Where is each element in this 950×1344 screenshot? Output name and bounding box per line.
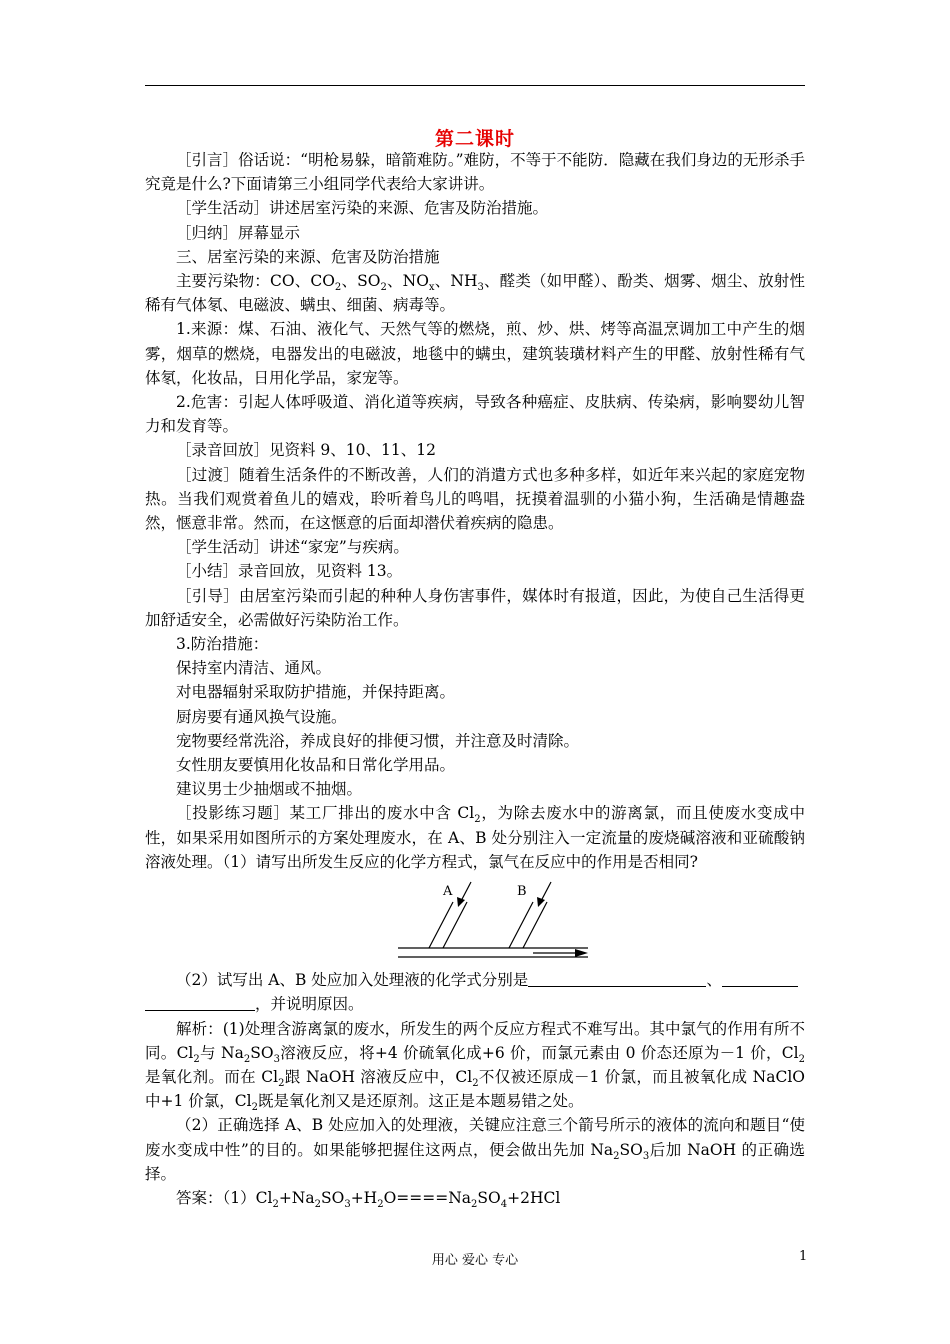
answer-blank-b[interactable] <box>722 971 798 987</box>
paragraph-intro: ［引言］俗话说：“明枪易躲，暗箭难防。”难防，不等于不能防．隐藏在我们身边的无形杀手究竟是什么?下面请第三小组同学代表给大家讲讲。 <box>145 151 805 194</box>
footer-slogan: 用心 爱心 专心 <box>431 1253 519 1268</box>
flow-arrow-head <box>575 949 588 957</box>
paragraph-sources: 1.来源：煤、石油、液化气、天然气等的燃烧，煎、炒、烘、烤等高温烹调加工中产生的烟雾，烟草的燃烧，电器发出的电磁波，地毯中的螨虫，建筑装璜材料产生的甲醛、放射性稀有气体氡，化妆品，日用化学品，家宠等。 <box>145 320 805 387</box>
inlet-a-right-wall <box>443 902 467 948</box>
inlet-a-left-wall <box>429 902 453 948</box>
list-item: 厨房要有通风换气设施。 <box>176 707 347 726</box>
list-item: 对电器辐射采取防护措施，并保持距离。 <box>176 683 456 702</box>
paragraph-exercise: ［投影练习题］某工厂排出的废水中含 $Cl_2$，为除去废水中的游离氯，而且使废水变成中性，如果采用如图所示的方案处理废水，在 A、B 处分别注入一定流量的废烧碱溶液和亚硫酸钠溶液处理。（1）请写出所发生反应的化学方程式，氯气在反应中的作用是否相同? <box>145 804 805 871</box>
inlet-b-left-wall <box>509 902 533 948</box>
wastewater-diagram <box>145 874 805 968</box>
paragraph-question-2: （2）试写出 A、B 处应加入处理液的化学式分别是 、 ，并说明原因。 <box>145 968 805 1016</box>
list-item: 保持室内清洁、通风。 <box>176 659 332 678</box>
page-title: 第二课时 <box>434 128 515 150</box>
inlet-b-right-wall <box>523 902 547 948</box>
paragraph-student-activity: ［学生活动］讲述居室污染的来源、危害及防治措施。 <box>176 199 549 218</box>
label-a: A <box>443 884 453 900</box>
page-number: 1 <box>799 1249 808 1264</box>
paragraph-student-activity-pets: ［学生活动］讲述“家宠”与疾病。 <box>176 538 409 557</box>
paragraph-guidance: ［引导］由居室污染而引起的种种人身伤害事件，媒体时有报道，因此，为使自己生活得更加舒适安全，必需做好污染防治工作。 <box>145 586 805 629</box>
header-rule <box>145 85 805 86</box>
section-heading: 三、居室污染的来源、危害及防治措施 <box>176 247 440 266</box>
paragraph-analysis-1: 解析：(1)处理含游离氯的废水，所发生的两个反应方程式不难写出。其中氯气的作用有所不同。$Cl_2$与 $Na_2SO_3$溶液反应，将+4 价硫氧化成+6 价，而氯元素由 0 价态还原为－1 价，$Cl_2$是氧化剂。而在 $Cl_2$跟 NaOH 溶液反应中，$Cl_2$不仅被还原成－1 价氯，而且被氧化成 NaClO 中+1 价氯，$Cl_2$既是氧化剂又是还原剂。这正是本题易错之处。 <box>145 1019 806 1114</box>
paragraph-hazards: 2.危害：引起人体呼吸道、消化道等疾病，导致各种癌症、皮肤病、传染病，影响婴幼儿智力和发育等。 <box>145 393 805 436</box>
paragraph-pollutants: 主要污染物：CO、$CO_2$、$SO_2$、$NO_x$、$NH_3$、醛类（如甲醛）、酚类、烟雾、烟尘、放射性稀有气体氡、电磁波、螨虫、细菌、病毒等。 <box>145 272 805 315</box>
paragraph-analysis-2: （2）正确选择 A、B 处应加入的处理液，关键应注意三个箭号所示的液体的流向和题目“使废水变成中性”的目的。如果能够把握住这两点，便会做出先加 $Na_2SO_3$后加 NaOH 的正确选择。 <box>145 1116 805 1183</box>
label-b: B <box>517 884 527 900</box>
paragraph-summary-label: ［归纳］屏幕显示 <box>176 223 301 242</box>
answer-blank-a[interactable] <box>528 971 706 987</box>
arrow-a-head <box>457 897 465 907</box>
pipe-diagram-svg <box>395 874 595 968</box>
list-item: 宠物要经常洗浴，养成良好的排便习惯，并注意及时清除。 <box>176 731 580 750</box>
arrow-b-head <box>537 897 545 907</box>
paragraph-measures-heading: 3.防治措施： <box>176 635 269 654</box>
paragraph-recording: ［录音回放］见资料 9、10、11、12 <box>176 441 436 460</box>
list-item: 建议男士少抽烟或不抽烟。 <box>176 780 363 799</box>
document-body <box>145 148 805 1210</box>
paragraph-conclusion: ［小结］录音回放，见资料 13。 <box>176 562 403 581</box>
list-item: 女性朋友要慎用化妆品和日常化学用品。 <box>176 756 456 775</box>
paragraph-answer: 答案：$(1)Cl_2+Na_2SO_3+H_2O====Na_2SO_4+2HCl$ <box>176 1188 561 1211</box>
paragraph-transition: ［过渡］随着生活条件的不断改善，人们的消遣方式也多种多样，如近年来兴起的家庭宠物热。当我们观赏着鱼儿的嬉戏，聆听着鸟儿的鸣唱，抚摸着温驯的小猫小狗，生活确是情趣盎然，惬意非常。然而，在这惬意的后面却潜伏着疾病的隐患。 <box>145 465 805 533</box>
answer-blank-b-cont[interactable] <box>145 995 255 1011</box>
